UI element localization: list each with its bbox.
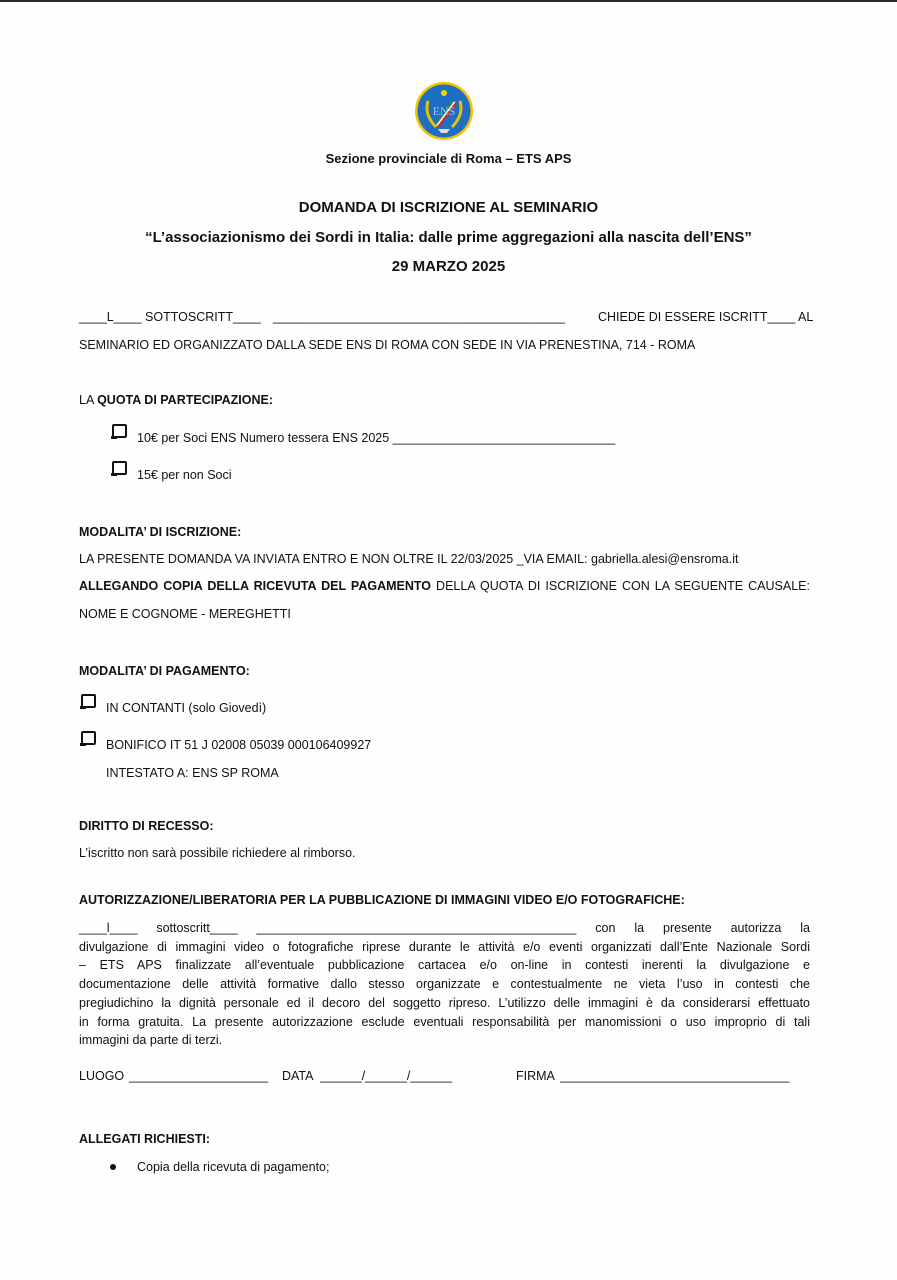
form-title: DOMANDA DI ISCRIZIONE AL SEMINARIO <box>298 199 599 216</box>
withdrawal-heading: DIRITTO DI RECESSO: <box>79 819 214 833</box>
registration-deadline-text: LA PRESENTE DOMANDA VA INVIATA ENTRO E NON OLTRE IL 22/03/2025 _VIA EMAIL: gabriella.alesi@ensroma.it <box>79 552 739 566</box>
fee-heading-bold: QUOTA DI PARTECIPAZIONE: <box>97 393 273 407</box>
applicant-request-text: CHIEDE DI ESSERE ISCRITT____ AL <box>598 310 814 324</box>
authorization-line: pregiudichino la dignità personale ed il decoro del soggetto ripreso. L’utilizzo delle immagini è da considerarsi effettuato <box>79 995 810 1010</box>
attachments-heading: ALLEGATI RICHIESTI: <box>79 1132 211 1146</box>
payment-causal-text: NOME E COGNOME - MEREGHETTI <box>79 607 291 621</box>
place-label: LUOGO <box>79 1069 125 1083</box>
date-field[interactable]: ______/______/______ <box>320 1069 453 1083</box>
ens-emblem-icon <box>414 81 474 141</box>
authorization-line: – ETS APS finalizzate all’eventuale pubblicazione cartacea e/o on-line in contesti inerenti la divulgazione e <box>79 958 810 973</box>
top-border <box>0 0 897 2</box>
authorization-heading: AUTORIZZAZIONE/LIBERATORIA PER LA PUBBLICAZIONE DI IMMAGINI VIDEO E/O FOTOGRAFICHE: <box>79 893 685 907</box>
payment-transfer-checkbox[interactable] <box>81 731 96 745</box>
seminar-title: “L’associazionismo dei Sordi in Italia: dalle prime aggregazioni alla nascita dell’ENS” <box>145 229 752 246</box>
authorization-paragraph <box>79 919 810 1050</box>
authorization-line: in forma gratuita. La presente autorizzazione esclude eventuali responsabilità per manomissioni o uso improprio di tali <box>79 1014 810 1029</box>
fee-heading <box>79 393 273 407</box>
fee-member-label: 10€ per Soci ENS Numero tessera ENS 2025 ________________________________ <box>137 431 616 445</box>
applicant-gender-field[interactable]: ____L____ SOTTOSCRITT____ <box>79 310 261 324</box>
signature-field[interactable]: _________________________________ <box>560 1069 790 1083</box>
payment-cash-label: IN CONTANTI (solo Giovedì) <box>106 701 267 715</box>
section-name: Sezione provinciale di Roma – ETS APS <box>325 151 572 166</box>
registration-heading: MODALITA’ DI ISCRIZIONE: <box>79 525 242 539</box>
place-field[interactable]: ____________________ <box>129 1069 269 1083</box>
fee-heading-prefix: LA <box>79 393 98 407</box>
fee-nonmember-checkbox[interactable] <box>112 461 127 475</box>
authorization-line: divulgazione di immagini video o fotografiche riprese durante le attività e/o eventi organizzati dall’Ente Nazionale Sordi <box>79 939 810 954</box>
registration-attach-text <box>79 579 810 593</box>
date-label: DATA <box>282 1069 314 1083</box>
attachment-item: Copia della ricevuta di pagamento; <box>137 1160 330 1174</box>
signature-label: FIRMA <box>516 1069 555 1083</box>
authorization-line[interactable]: ____l____ sottoscritt____ ______________________________________________ con la presente autorizza la <box>79 921 810 935</box>
payment-heading: MODALITA’ DI PAGAMENTO: <box>79 664 250 678</box>
fee-nonmember-label: 15€ per non Soci <box>137 468 232 482</box>
registration-attach-bold: ALLEGANDO COPIA DELLA RICEVUTA DEL PAGAMENTO <box>79 579 432 593</box>
payment-cash-checkbox[interactable] <box>81 694 96 708</box>
svg-text:ENS: ENS <box>432 104 456 118</box>
withdrawal-text: L’iscritto non sarà possibile richiedere al rimborso. <box>79 846 356 860</box>
payment-transfer-label: BONIFICO IT 51 J 02008 05039 000106409927 <box>106 738 372 752</box>
registration-attach-rest: DELLA QUOTA DI ISCRIZIONE CON LA SEGUENTE CAUSALE: <box>431 579 810 593</box>
payment-holder-text: INTESTATO A: ENS SP ROMA <box>106 766 279 780</box>
seminar-location-text: SEMINARIO ED ORGANIZZATO DALLA SEDE ENS DI ROMA CON SEDE IN VIA PRENESTINA, 714 - ROMA <box>79 338 696 352</box>
bullet-icon <box>110 1164 116 1170</box>
authorization-line: immagini da parte di terzi. <box>79 1033 223 1048</box>
seminar-date: 29 MARZO 2025 <box>391 258 506 275</box>
fee-member-checkbox[interactable] <box>112 424 127 438</box>
applicant-name-field[interactable]: __________________________________________ <box>273 310 565 324</box>
authorization-line: documentazione delle attività formative dallo stesso organizzate e contestualmente ne vieta l’uso in contesti che <box>79 977 810 992</box>
